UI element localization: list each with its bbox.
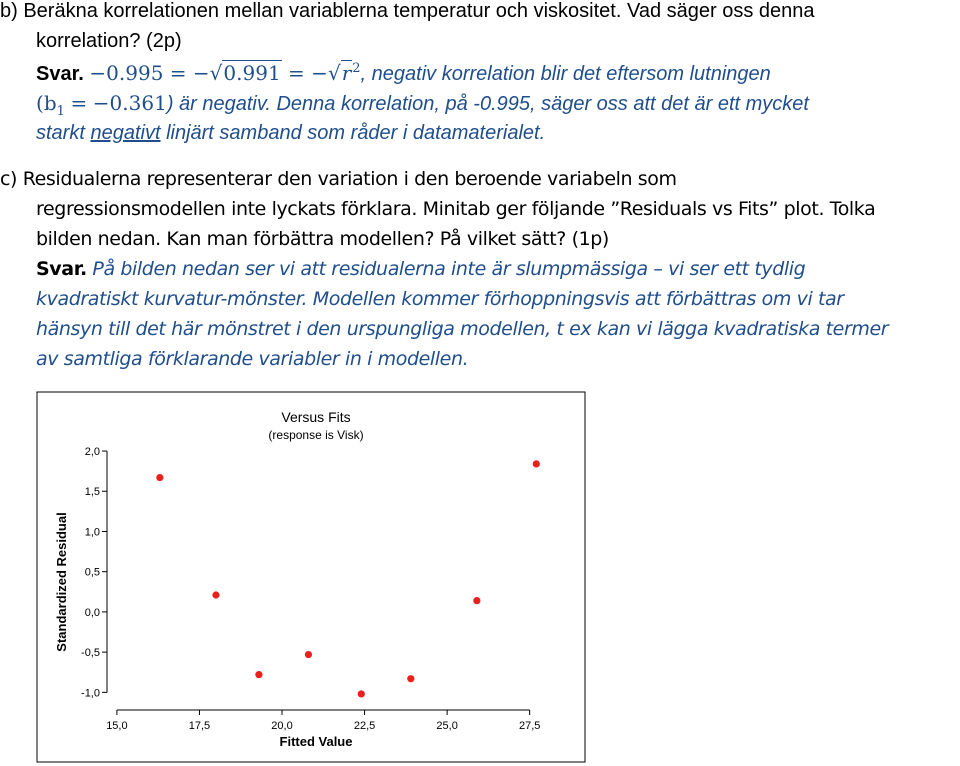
data-point (407, 675, 414, 682)
y-tick-label: -1,0 (81, 687, 100, 700)
chart-points (156, 460, 540, 697)
part-b-question: b) Beräkna korrelationen mellan variablerna temperatur och viskositet. Vad säger oss denna (0, 0, 815, 22)
y-tick-label: 1,0 (84, 526, 100, 539)
x-axis-label: Fitted Value (279, 734, 353, 749)
x-tick-label: 20,0 (271, 720, 293, 732)
part-c-answer-line1: Svar. På bilden nedan ser vi att residualerna inte är slumpmässiga – vi ser ett tydlig (36, 258, 806, 280)
y-axis-label: Standardized Residual (54, 512, 69, 652)
x-tick-label: 27,5 (518, 720, 541, 732)
x-tick-label: 17,5 (188, 720, 211, 732)
y-tick-label: 2,0 (84, 446, 100, 459)
sqrt-sign: √ (209, 61, 223, 85)
y-tick-label: 0,0 (84, 606, 100, 619)
data-point (358, 690, 365, 697)
part-c-question-line2: regressionsmodellen inte lyckats förklara. Minitab ger följande ”Residuals vs Fits” plot. Tolka (36, 198, 876, 220)
part-b-answer-line3: starkt negativt linjärt samband som råder i datamaterialet. (36, 122, 546, 144)
data-point (533, 460, 540, 467)
chart-frame (37, 392, 585, 762)
answer-label: Svar. (36, 258, 87, 280)
part-c-answer-line3: hänsyn till det här mönstret i den urspungliga modellen, t ex kan vi lägga kvadratiska termer (36, 318, 889, 340)
chart-axes (81, 446, 540, 732)
part-c-question-line3: bilden nedan. Kan man förbättra modellen? På vilket sätt? (1p) (36, 228, 609, 250)
part-c-answer-line2: kvadratiskt kurvatur-mönster. Modellen kommer förhoppningsvis att förbättras om vi tar (36, 288, 844, 310)
part-b-question-cont: korrelation? (2p) (36, 30, 182, 52)
data-point (212, 591, 219, 598)
chart-subtitle: (response is Visk) (268, 428, 364, 442)
part-c-answer-line4: av samtliga förklarande variabler in i modellen. (36, 348, 469, 370)
part-c-question-line1: c) Residualerna representerar den variation i den beroende variabeln som (0, 168, 677, 190)
sqrt-sign: √ (327, 61, 341, 85)
x-tick-label: 25,0 (436, 720, 458, 732)
x-tick-label: 22,5 (353, 720, 376, 732)
part-b-answer-line1: Svar. $-0.995 = -√0.991 = -√r^2$, negativ korrelation blir det eftersom lutningen (36, 61, 771, 85)
y-tick-label: -0,5 (81, 647, 100, 660)
chart-title: Versus Fits (281, 409, 351, 425)
part-b-answer-line2: $(b_1 = -0.361)$ är negativ. Denna korrelation, på -0.995, säger oss att det är ett mycket (36, 91, 809, 119)
data-point (156, 474, 163, 481)
x-tick-label: 15,0 (106, 720, 128, 732)
y-tick-label: 0,5 (84, 566, 100, 579)
data-point (255, 671, 262, 678)
data-point (305, 651, 312, 658)
y-tick-label: 1,5 (84, 486, 100, 499)
data-point (473, 597, 480, 604)
answer-label: Svar. (36, 63, 84, 85)
